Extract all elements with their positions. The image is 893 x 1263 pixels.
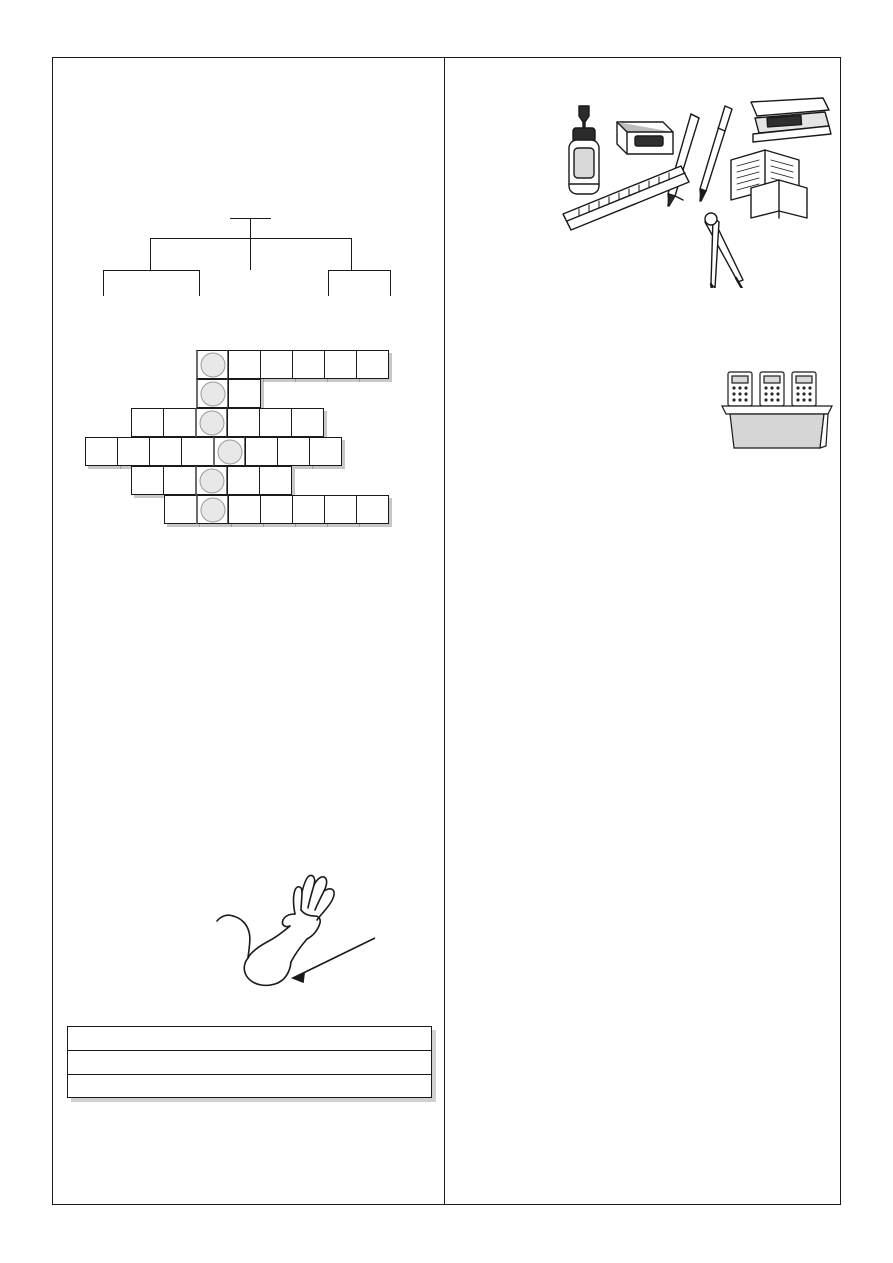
crossword-row xyxy=(196,350,388,379)
crossword-grid[interactable] xyxy=(85,350,425,555)
pointer-arrow-icon xyxy=(293,938,375,982)
crossword-cell[interactable] xyxy=(85,437,118,466)
crossword-cell[interactable] xyxy=(324,495,357,524)
crossword-cell[interactable] xyxy=(227,408,260,437)
crossword-cell[interactable] xyxy=(260,350,293,379)
crossword-key-circle xyxy=(199,468,224,493)
tree-branch-right xyxy=(351,238,352,270)
crossword-key-circle xyxy=(200,352,225,377)
answer-lines-box[interactable] xyxy=(67,1026,432,1098)
crossword-cell[interactable] xyxy=(228,350,261,379)
right-column xyxy=(445,58,840,1204)
stapler-icon xyxy=(751,98,831,142)
crossword-cell[interactable] xyxy=(277,437,310,466)
tree-sub-right-b xyxy=(390,270,391,296)
crossword-cell[interactable] xyxy=(117,437,150,466)
glue-bottle-icon xyxy=(569,106,599,194)
crossword-cell[interactable] xyxy=(259,408,292,437)
tree-branch-left xyxy=(150,238,151,270)
crossword-row xyxy=(131,408,323,437)
compass-icon xyxy=(705,213,744,288)
tree-sub-left-b xyxy=(199,270,200,296)
crossword-key-cell[interactable] xyxy=(196,495,229,524)
arm-svg xyxy=(203,868,393,998)
tree-sub-bar-left xyxy=(103,270,199,271)
tree-branch-middle xyxy=(250,238,251,270)
shelf-front xyxy=(730,414,824,448)
crossword-cell[interactable] xyxy=(292,495,325,524)
open-books-icon xyxy=(731,150,807,218)
crossword-key-cell[interactable] xyxy=(213,437,246,466)
stationery-items-illustration xyxy=(555,88,835,288)
crossword-cell[interactable] xyxy=(131,408,164,437)
crossword-cell[interactable] xyxy=(259,466,292,495)
crossword-cell[interactable] xyxy=(227,466,260,495)
crossword-key-cell[interactable] xyxy=(195,466,228,495)
crossword-cell[interactable] xyxy=(245,437,278,466)
crossword-cell[interactable] xyxy=(356,495,389,524)
crossword-cell[interactable] xyxy=(131,466,164,495)
bracket-tree-diagram xyxy=(98,218,403,278)
crossword-cell[interactable] xyxy=(228,495,261,524)
crossword-key-circle xyxy=(200,381,225,406)
answer-line[interactable] xyxy=(68,1027,431,1051)
calculator-icon xyxy=(728,372,752,406)
crossword-cell[interactable] xyxy=(291,408,324,437)
crossword-cell[interactable] xyxy=(309,437,342,466)
tree-sub-bar-right xyxy=(328,270,390,271)
stationery-svg xyxy=(555,88,835,288)
calculator-icon xyxy=(792,372,816,406)
pencil-sharpener-icon xyxy=(617,122,673,154)
crossword-key-circle xyxy=(200,497,225,522)
crossword-cell[interactable] xyxy=(292,350,325,379)
answer-line[interactable] xyxy=(68,1075,431,1099)
crossword-key-cell[interactable] xyxy=(196,379,229,408)
calculators-on-shelf-illustration xyxy=(720,368,835,458)
crossword-cell[interactable] xyxy=(324,350,357,379)
crossword-key-cell[interactable] xyxy=(195,408,228,437)
tree-root-stem xyxy=(250,218,251,238)
left-column xyxy=(53,58,444,1204)
crossword-cell[interactable] xyxy=(163,408,196,437)
crossword-cell[interactable] xyxy=(163,466,196,495)
crossword-cell[interactable] xyxy=(181,437,214,466)
crossword-row xyxy=(164,495,388,524)
tree-sub-left-a xyxy=(103,270,104,296)
pen-icon xyxy=(700,106,732,201)
crossword-cell[interactable] xyxy=(164,495,197,524)
crossword-row xyxy=(131,466,291,495)
arm-with-arrow-illustration xyxy=(203,868,393,998)
calculators-svg xyxy=(720,368,835,458)
crossword-cell[interactable] xyxy=(356,350,389,379)
crossword-key-cell[interactable] xyxy=(196,350,229,379)
crossword-cell[interactable] xyxy=(260,495,293,524)
crossword-row xyxy=(85,437,341,466)
crossword-key-circle xyxy=(217,439,242,464)
shelf-top xyxy=(722,406,832,414)
tree-root-top xyxy=(230,218,271,219)
answer-line[interactable] xyxy=(68,1051,431,1075)
tree-sub-right-a xyxy=(328,270,329,296)
crossword-cell[interactable] xyxy=(228,379,261,408)
crossword-cell[interactable] xyxy=(149,437,182,466)
calculator-icon xyxy=(760,372,784,406)
pencil-icon xyxy=(668,114,699,206)
crossword-row xyxy=(196,379,260,408)
crossword-key-circle xyxy=(199,410,224,435)
